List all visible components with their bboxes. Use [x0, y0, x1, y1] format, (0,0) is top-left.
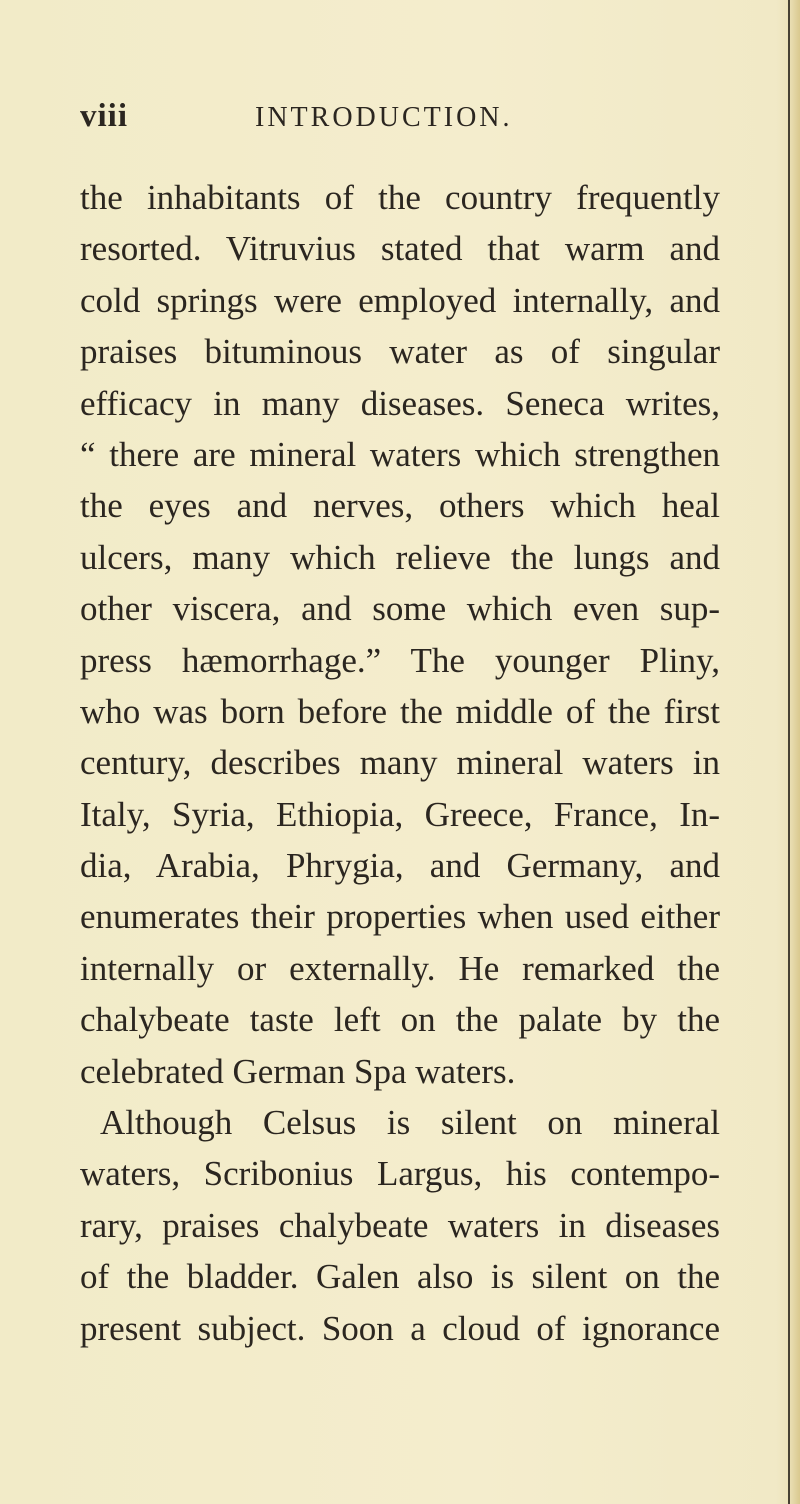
text-line: “ there are mineral waters which strengthen: [80, 434, 720, 474]
page-number: viii: [80, 98, 129, 134]
text-line: praises bituminous water as of singular: [80, 332, 720, 372]
text-line: waters, Scribonius Largus, his contempo-: [80, 1154, 720, 1194]
text-line: press hæmorrhage.” The younger Pliny,: [80, 640, 720, 680]
text-line: Italy, Syria, Ethiopia, Greece, France, In-: [80, 794, 720, 834]
text-line: other viscera, and some which even sup-: [80, 589, 720, 629]
text-line: celebrated German Spa waters.: [80, 1051, 516, 1091]
running-head: INTRODUCTION.: [255, 102, 513, 133]
body-text: [80, 172, 720, 1354]
text-line: dia, Arabia, Phrygia, and Germany, and: [80, 846, 720, 886]
page-edge-line: [788, 0, 790, 1504]
text-line: Although Celsus is silent on mineral: [100, 1103, 720, 1143]
text-line: ulcers, many which relieve the lungs and: [80, 537, 720, 577]
text-line: chalybeate taste left on the palate by the: [80, 1000, 720, 1040]
text-line: of the bladder. Galen also is silent on the: [80, 1257, 720, 1297]
page-header: [80, 98, 720, 138]
text-line: the inhabitants of the country frequently: [80, 178, 720, 217]
text-line: present subject. Soon a cloud of ignorance: [80, 1308, 720, 1348]
text-line: rary, praises chalybeate waters in diseases: [80, 1205, 720, 1245]
text-line: the eyes and nerves, others which heal: [80, 486, 720, 526]
text-line: cold springs were employed internally, and: [80, 280, 720, 320]
text-line: century, describes many mineral waters in: [80, 743, 720, 783]
text-line: resorted. Vitruvius stated that warm and: [80, 229, 720, 269]
text-line: who was born before the middle of the first: [80, 691, 720, 731]
text-line: efficacy in many diseases. Seneca writes,: [80, 383, 720, 423]
text-line: internally or externally. He remarked the: [80, 948, 720, 988]
text-line: enumerates their properties when used either: [80, 897, 720, 937]
